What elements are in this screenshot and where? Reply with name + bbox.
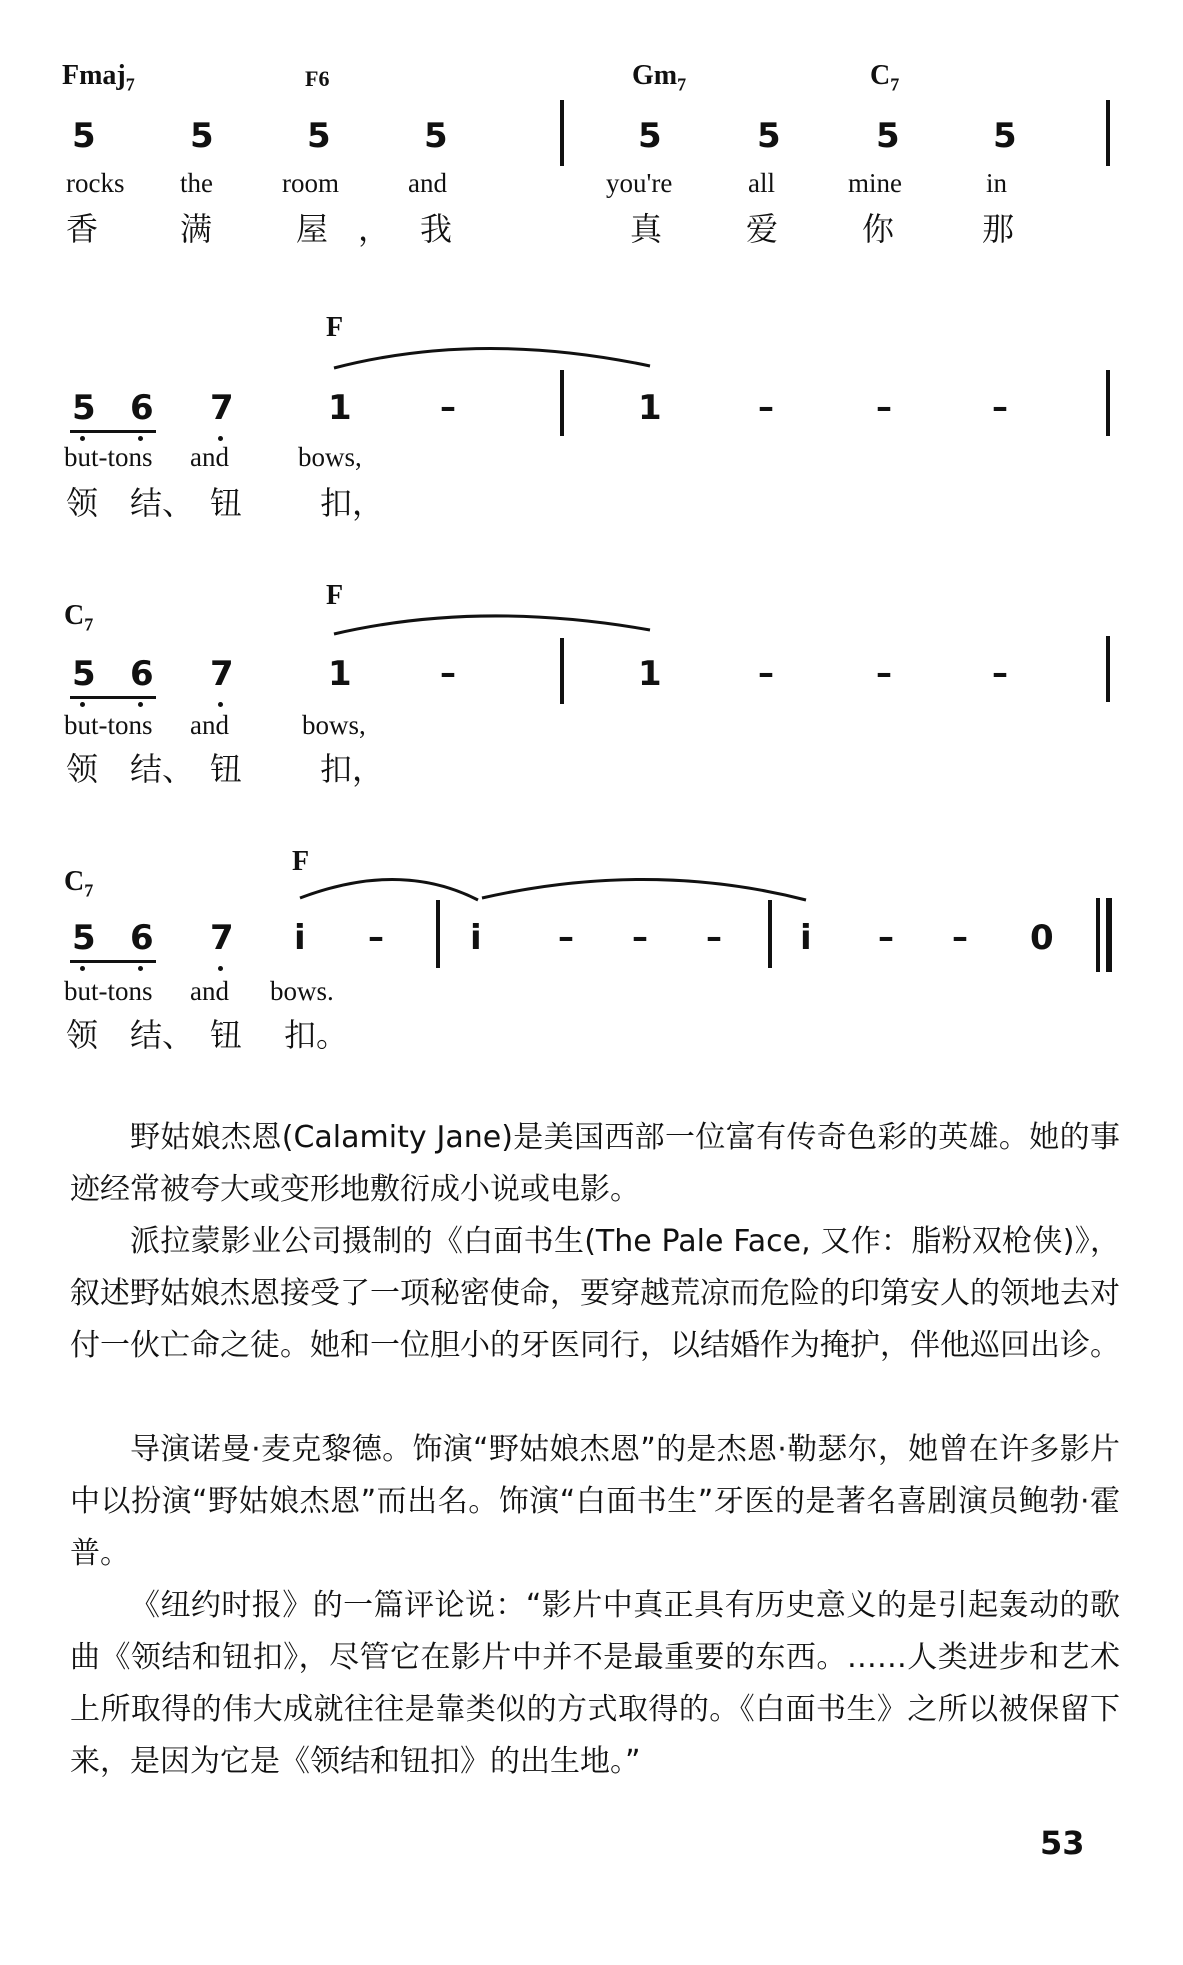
note: – <box>878 918 894 956</box>
note: – <box>558 918 574 956</box>
note: – <box>876 388 892 426</box>
tie-slur <box>334 616 650 634</box>
lyric-en: bows. <box>270 976 334 1006</box>
lyric-en: and <box>408 168 447 198</box>
lyric-zh: 结、 <box>130 484 195 522</box>
note: 7 <box>210 654 234 694</box>
lyric-zh: 结、 <box>130 750 195 788</box>
lyric-en: and <box>190 710 229 740</box>
note: 7 <box>210 388 234 428</box>
note: – <box>368 918 384 956</box>
lyric-zh: 领 <box>66 1016 99 1054</box>
note: 5 <box>757 116 781 156</box>
paragraph: 《纽约时报》的一篇评论说：“影片中真正具有历史意义的是引起轰动的歌曲《领结和钮扣》，尽管它在影片中并不是最重要的东西。……人类进步和艺术上所取得的伟大成就往往是靠类似的方式取得的。《白面书生》之所以被保留下来，是因为它是《领结和钮扣》的出生地。” <box>70 1588 1120 1779</box>
note: – <box>992 654 1008 692</box>
note: 7 <box>210 918 234 958</box>
note: 6 <box>130 918 154 958</box>
lyric-zh: 钮 <box>210 750 243 788</box>
note: – <box>758 654 774 692</box>
lyric-en: and <box>190 976 229 1006</box>
chord-symbol: F <box>326 312 344 343</box>
note: i <box>294 918 306 958</box>
note: – <box>706 918 722 956</box>
lyric-zh: 钮 <box>210 484 243 522</box>
note: 5 <box>993 116 1017 156</box>
lyric-zh: 钮 <box>210 1016 243 1054</box>
note: 1 <box>328 654 352 694</box>
chord-symbol: F6 <box>305 66 330 91</box>
note: i <box>800 918 812 958</box>
lyric-zh: 结、 <box>130 1016 195 1054</box>
chord-symbol: F <box>326 580 344 611</box>
note: 5 <box>876 116 900 156</box>
lyric-zh: 你 <box>862 210 895 248</box>
lyric-zh: 满 <box>180 210 213 248</box>
lyric-en: all <box>748 168 775 198</box>
lyric-zh: 领 <box>66 484 99 522</box>
lyric-en: in <box>986 168 1008 198</box>
lyric-zh: 扣。 <box>284 1016 349 1054</box>
note: 1 <box>638 654 662 694</box>
lyric-zh: 那 <box>982 210 1015 248</box>
note: – <box>440 654 456 692</box>
note: – <box>876 654 892 692</box>
lyric-zh: 真 <box>630 210 663 248</box>
lyric-en: but-tons <box>64 442 153 472</box>
lyric-en: but-tons <box>64 710 153 740</box>
page-number: 53 <box>1040 1824 1085 1862</box>
note: – <box>992 388 1008 426</box>
note: – <box>758 388 774 426</box>
lyric-zh: 香 <box>66 210 99 248</box>
lyric-en: mine <box>848 168 902 198</box>
chord-symbol: $C_7$ <box>64 866 94 901</box>
note: 5 <box>72 116 96 156</box>
note: 0 <box>1030 918 1054 958</box>
chord-symbol: F <box>292 846 310 877</box>
lyric-en: bows, <box>298 442 362 472</box>
paragraph: 野姑娘杰恩(Calamity Jane)是美国西部一位富有传奇色彩的英雄。她的事迹经常被夸大或变形地敷衍成小说或电影。 <box>70 1120 1120 1207</box>
tie-slur <box>334 348 650 368</box>
note: 5 <box>72 388 96 428</box>
note: 5 <box>72 918 96 958</box>
chord-symbol: $C_7$ <box>64 600 94 635</box>
chord-symbol: Fmaj$_7$ <box>62 60 135 95</box>
lyric-en: you're <box>606 168 673 198</box>
note: – <box>952 918 968 956</box>
note: 5 <box>190 116 214 156</box>
note: 1 <box>328 388 352 428</box>
note: 5 <box>72 654 96 694</box>
note: 5 <box>424 116 448 156</box>
lyric-zh: 扣， <box>320 750 385 788</box>
lyric-en: bows, <box>302 710 366 740</box>
lyric-zh: 爱 <box>746 210 779 248</box>
lyric-en: and <box>190 442 229 472</box>
note: 6 <box>130 388 154 428</box>
tie-slur <box>482 879 806 900</box>
note: – <box>440 388 456 426</box>
paragraph: 派拉蒙影业公司摄制的《白面书生(The Pale Face, 又作：脂粉双枪侠)》，叙述野姑娘杰恩接受了一项秘密使命，要穿越荒凉而危险的印第安人的领地去对付一伙亡命之徒。她和一位胆小的牙医同行，以结婚作为掩护，伴他巡回出诊。 <box>70 1224 1120 1363</box>
lyric-en: rocks <box>66 168 125 198</box>
chord-symbol: $C_7$ <box>870 60 900 95</box>
paragraph: 导演诺曼·麦克黎德。饰演“野姑娘杰恩”的是杰恩·勒瑟尔，她曾在许多影片中以扮演“野姑娘杰恩”而出名。饰演“白面书生”牙医的是著名喜剧演员鲍勃·霍普。 <box>70 1432 1120 1571</box>
note: i <box>470 918 482 958</box>
chord-symbol: $Gm_7$ <box>632 60 687 95</box>
lyric-zh: 扣， <box>320 484 385 522</box>
tie-slur <box>300 879 478 900</box>
note: – <box>632 918 648 956</box>
note: 6 <box>130 654 154 694</box>
lyric-zh: 屋，我 <box>296 210 483 248</box>
note: 1 <box>638 388 662 428</box>
lyric-zh: 领 <box>66 750 99 788</box>
lyric-en: the <box>180 168 213 198</box>
note: 5 <box>307 116 331 156</box>
lyric-en: but-tons <box>64 976 153 1006</box>
lyric-en: room <box>282 168 339 198</box>
note: 5 <box>638 116 662 156</box>
